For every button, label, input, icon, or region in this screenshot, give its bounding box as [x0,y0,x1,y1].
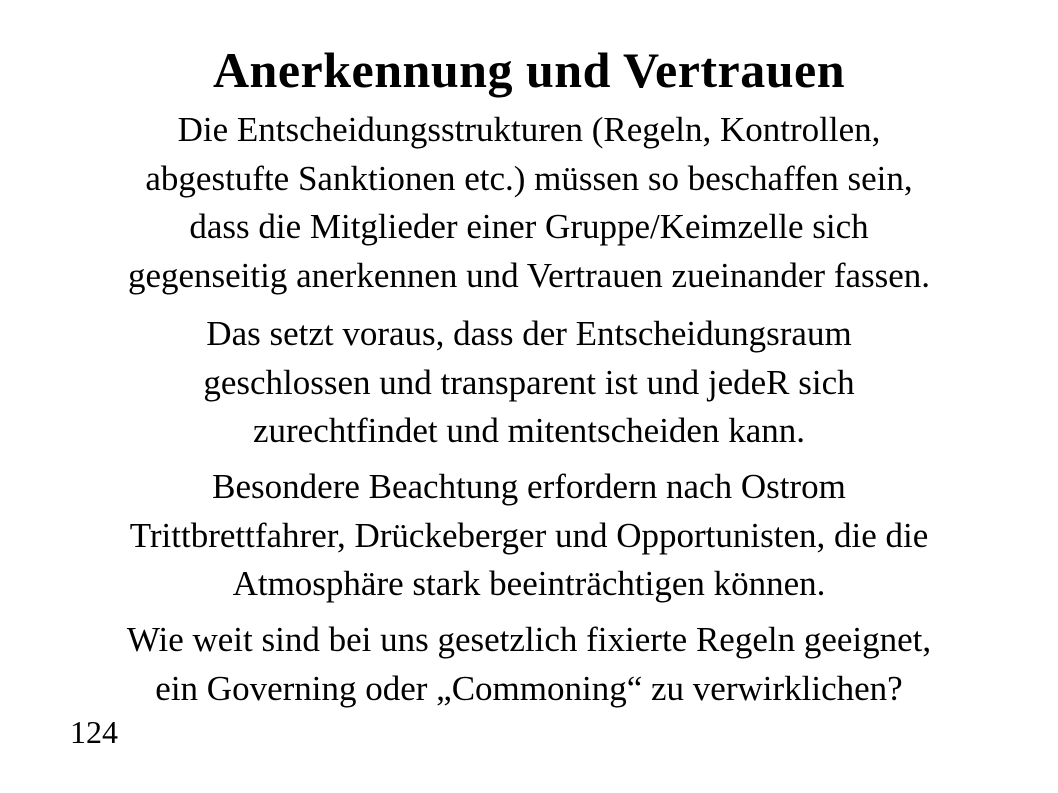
text-line: geschlossen und transparent ist und jedeR sich [203,362,855,402]
slide-page-number: 124 [70,714,118,750]
paragraph-decision-space [20,310,1038,456]
text-line: Besondere Beachtung erfordern nach Ostrom [212,467,846,506]
paragraph-free-riders [20,463,1038,609]
text-line: ein Governing oder „Commoning“ zu verwirklichen? [155,668,903,708]
text-line: gegenseitig anerkennen und Vertrauen zueinander fassen. [127,255,931,295]
text-line: dass die Mitglieder einer Gruppe/Keimzelle sich [189,207,869,246]
paragraph-question-commoning [20,616,1038,713]
text-line: Atmosphäre stark beeinträchtigen können. [232,564,826,603]
paragraph-decision-structures [20,106,1038,300]
text-line: zurechtfindet und mitentscheiden kann. [252,411,806,450]
text-line: Trittbrettfahrer, Drückeberger und Opportunisten, die die [129,515,929,555]
text-line: Das setzt voraus, dass der Entscheidungsraum [206,314,852,353]
slide-title: Anerkennung und Vertrauen [212,42,846,98]
text-line: Wie weit sind bei uns gesetzlich fixierte Regeln geeignet, [126,620,932,659]
text-line: Die Entscheidungsstrukturen (Regeln, Kontrollen, [177,110,881,149]
text-line: abgestufte Sanktionen etc.) müssen so beschaffen sein, [145,158,913,198]
